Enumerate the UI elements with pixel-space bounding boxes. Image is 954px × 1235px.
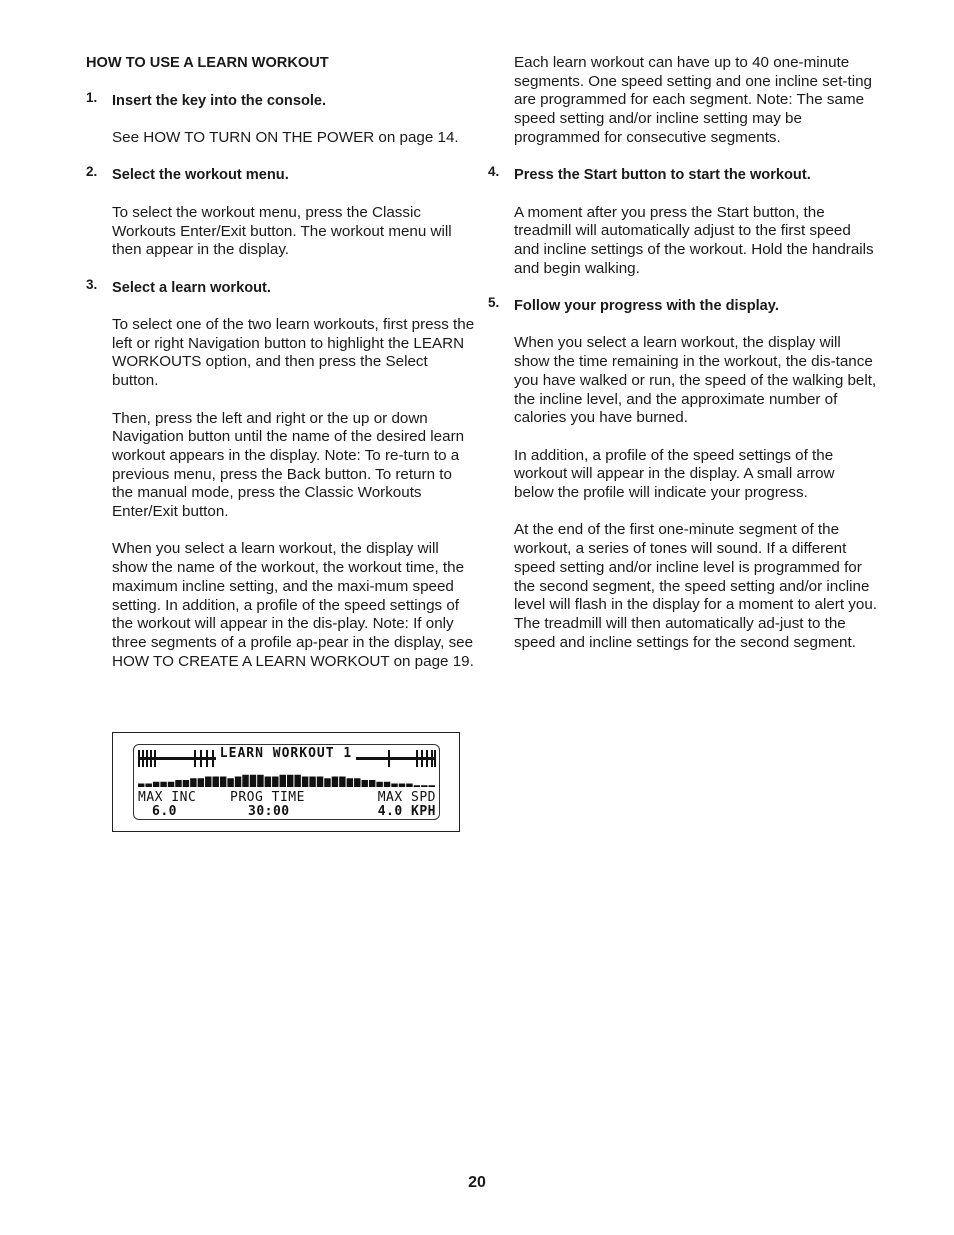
lcd-workout-title: LEARN WORKOUT 1 xyxy=(216,746,356,761)
step-number: 4. xyxy=(488,164,500,180)
profile-segment xyxy=(332,777,338,788)
profile-segment xyxy=(242,775,248,787)
step-paragraph: When you select a learn workout, the display will show the name of the workout, the workout time, the maximum incline setting, and the maxi-mum speed setting. In addition, a profile of the speed settings of the workout will appear in the dis-play. Note: If only three segments of a profile ap-pear in the display, see HOW TO CREATE A LEARN WORKOUT on page 19. xyxy=(112,540,474,670)
profile-segment xyxy=(138,784,144,788)
step-paragraph: A moment after you press the Start button, the treadmill will automatically adjust to the first speed and incline settings of the workout. Hold the handrails and begin walking. xyxy=(514,203,874,277)
profile-segment xyxy=(227,778,233,787)
profile-segment xyxy=(175,780,181,787)
speed-profile-graph xyxy=(138,771,436,787)
step-paragraph: Then, press the left and right or the up or down Navigation button until the name of the desired learn workout appears in the display. Note: To re-turn to a previous menu, press the Back button. To return to the manual mode, press the Classic Workouts Enter/Exit button. xyxy=(112,409,465,521)
profile-segment xyxy=(257,775,263,787)
step-4 xyxy=(488,166,878,278)
profile-segment xyxy=(391,784,397,788)
program-time-label: PROG TIME xyxy=(230,790,305,805)
program-time-value: 30:00 xyxy=(248,804,290,819)
step-number: 3. xyxy=(86,276,98,292)
console-display-illustration xyxy=(112,732,460,832)
step-title: Select a learn workout. xyxy=(112,279,271,296)
max-incline-value: 6.0 xyxy=(152,804,177,819)
profile-segment xyxy=(309,777,315,788)
profile-segment xyxy=(376,782,382,787)
profile-segment xyxy=(280,775,286,787)
profile-segment xyxy=(265,777,271,788)
profile-segment xyxy=(339,777,345,788)
profile-segment xyxy=(354,778,360,787)
profile-segment xyxy=(153,782,159,787)
step-title: Select the workout menu. xyxy=(112,167,289,184)
profile-segment xyxy=(160,782,166,787)
profile-segment xyxy=(317,777,323,788)
profile-segment xyxy=(220,777,226,788)
profile-segment xyxy=(145,784,151,788)
step-paragraph: At the end of the first one-minute segment of the workout, a series of tones will sound. If a different speed setting and/or incline level is programmed for the second segment, the speed setting and/or incline level will flash in the display for a moment to alert you. The treadmill will then automatically ad-just to the speed and incline settings for the second segment. xyxy=(514,521,877,651)
profile-segment xyxy=(213,777,219,788)
step-3 xyxy=(86,276,476,672)
profile-segment xyxy=(406,784,412,788)
intro-paragraph: Each learn workout can have up to 40 one-minute segments. One speed setting and one incline set-ting are programmed for each segment. Note: The same speed setting and/or incline setting may be programmed for consecutive segments. xyxy=(514,54,872,146)
profile-segment xyxy=(287,775,293,787)
profile-segment xyxy=(198,778,204,787)
max-incline-label: MAX INC xyxy=(138,790,197,805)
profile-segment xyxy=(183,780,189,787)
step-paragraph: To select one of the two learn workouts, first press the left or right Navigation button to highlight the LEARN WORKOUTS option, and then press the Select button. xyxy=(112,316,475,390)
profile-segment xyxy=(302,777,308,788)
lcd-screen xyxy=(133,744,440,820)
profile-segment xyxy=(205,777,211,788)
profile-segment xyxy=(347,778,353,787)
step-title: Press the Start button to start the workout. xyxy=(514,167,811,184)
step-paragraph: In addition, a profile of the speed settings of the workout will appear in the display. A small arrow below the profile will indicate your progress. xyxy=(514,446,835,502)
profile-segment xyxy=(294,775,300,787)
profile-segment xyxy=(235,777,241,788)
left-column xyxy=(86,54,476,690)
max-speed-value: 4.0 KPH xyxy=(377,804,436,819)
profile-segment xyxy=(384,782,390,787)
step-title: Insert the key into the console. xyxy=(112,92,327,109)
profile-segment xyxy=(414,785,420,787)
section-heading: HOW TO USE A LEARN WORKOUT xyxy=(86,55,329,71)
step-number: 2. xyxy=(86,164,98,180)
step-paragraph: When you select a learn workout, the display will show the time remaining in the workout, the dis-tance you have walked or run, the speed of the walking belt, the incline level, and the approximate number of calories you have burned. xyxy=(514,334,877,427)
profile-segment xyxy=(421,785,427,787)
profile-segment xyxy=(362,780,368,787)
profile-segment xyxy=(250,775,256,787)
profile-segment xyxy=(190,778,196,787)
page-number: 20 xyxy=(468,1174,486,1191)
step-1 xyxy=(86,89,476,148)
step-2 xyxy=(86,166,476,260)
right-column xyxy=(488,54,878,671)
step-paragraph: See HOW TO TURN ON THE POWER on page 14. xyxy=(112,129,459,147)
profile-segment xyxy=(399,784,405,788)
profile-segment xyxy=(272,777,278,788)
profile-segment xyxy=(429,785,435,787)
step-title: Follow your progress with the display. xyxy=(514,298,779,315)
profile-segment xyxy=(168,782,174,787)
step-number: 1. xyxy=(86,89,98,105)
max-speed-label: MAX SPD xyxy=(377,790,436,805)
step-5 xyxy=(488,297,878,652)
step-paragraph: To select the workout menu, press the Classic Workouts Enter/Exit button. The workout menu will then appear in the display. xyxy=(112,203,452,259)
profile-segment xyxy=(324,778,330,787)
step-number: 5. xyxy=(488,295,500,311)
profile-segment xyxy=(369,780,375,787)
